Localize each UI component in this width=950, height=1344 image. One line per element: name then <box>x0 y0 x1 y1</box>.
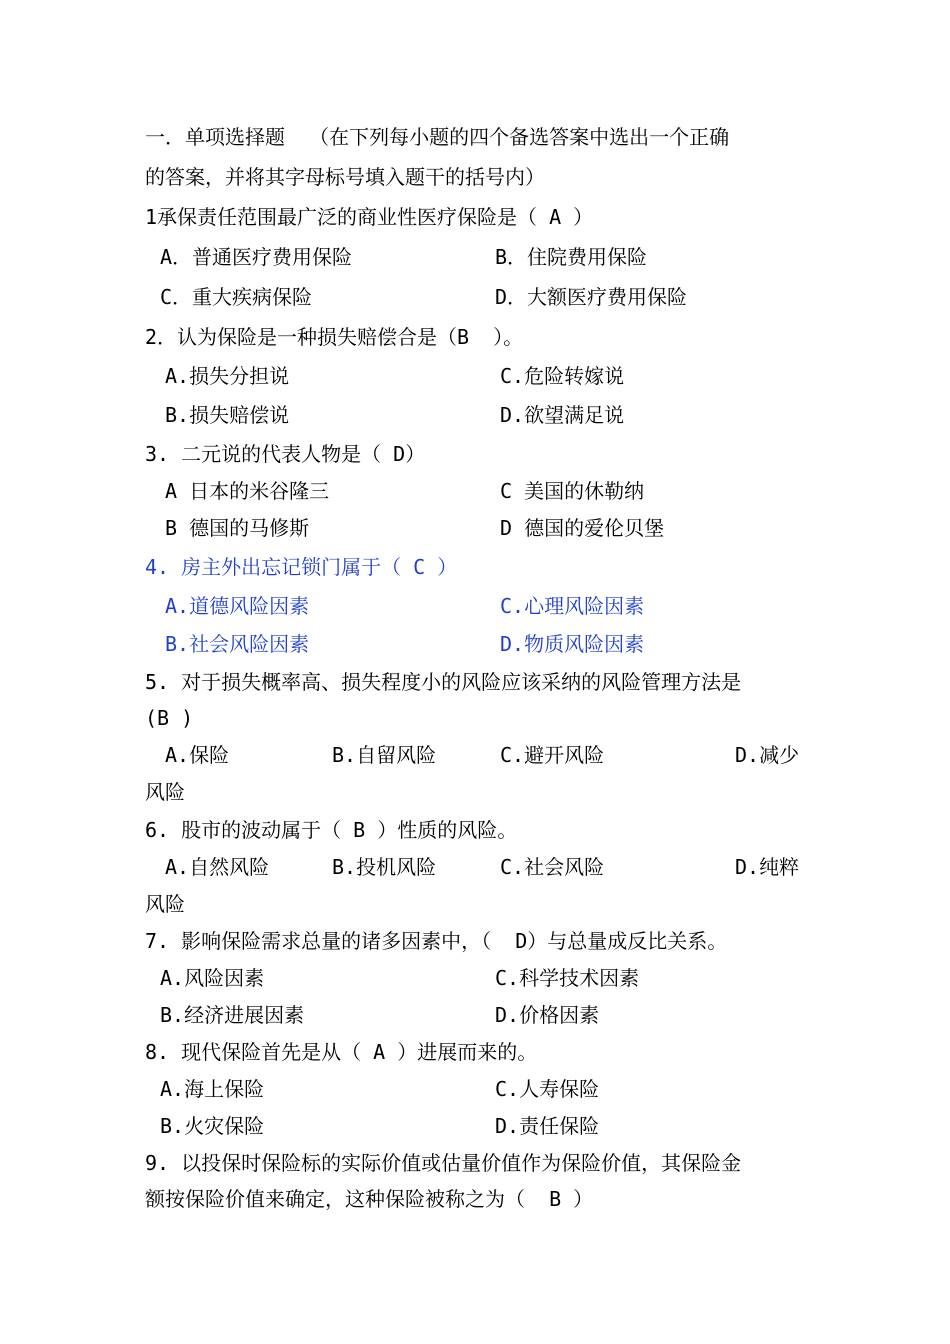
question-3-option-b: B 德国的马修斯 <box>165 516 310 540</box>
question-3-option-a: A 日本的米谷隆三 <box>165 479 330 503</box>
question-2-stem: 2．认为保险是一种损失赔偿合是（B ）。 <box>145 325 524 349</box>
question-8-stem: 8. 现代保险首先是从（ A ）进展而来的。 <box>145 1040 538 1064</box>
question-2-option-d: D.欲望满足说 <box>500 403 625 427</box>
question-8-option-b: B.火灾保险 <box>160 1114 265 1138</box>
question-9-stem-line2: 额按保险价值来确定，这种保险被称之为（ B ） <box>145 1187 594 1211</box>
question-7-option-a: A.风险因素 <box>160 966 265 990</box>
question-5-stem-line1: 5. 对于损失概率高、损失程度小的风险应该采纳的风险管理方法是 <box>145 670 742 694</box>
question-9-stem-line1: 9. 以投保时保险标的实际价值或估量价值作为保险价值，其保险金 <box>145 1151 742 1175</box>
question-6-option-d-wrap: 风险 <box>145 892 185 916</box>
question-1-option-c: C．重大疾病保险 <box>160 285 313 309</box>
question-1-option-d: D．大额医疗费用保险 <box>495 285 688 309</box>
question-8-option-a: A.海上保险 <box>160 1077 265 1101</box>
question-1-stem: 1承保责任范围最广泛的商业性医疗保险是（ A ） <box>145 205 594 229</box>
question-1-option-a: A．普通医疗费用保险 <box>160 245 353 269</box>
question-7-option-d: D.价格因素 <box>495 1003 600 1027</box>
section-heading-line1: 一．单项选择题 （在下列每小题的四个备选答案中选出一个正确 <box>145 125 730 149</box>
question-8-option-d: D.责任保险 <box>495 1114 600 1138</box>
question-5-option-d: D.减少 <box>735 743 800 767</box>
question-6-option-b: B.投机风险 <box>332 855 437 879</box>
question-5-stem-line2: (B ) <box>145 706 194 730</box>
question-4-option-a: A.道德风险因素 <box>165 594 310 618</box>
question-3-stem: 3. 二元说的代表人物是（ D） <box>145 442 426 466</box>
question-6-stem: 6. 股市的波动属于（ B ）性质的风险。 <box>145 818 518 842</box>
question-2-option-a: A.损失分担说 <box>165 364 290 388</box>
question-3-option-d: D 德国的爱伦贝堡 <box>500 516 665 540</box>
question-2-option-c: C.危险转嫁说 <box>500 364 625 388</box>
question-3-option-c: C 美国的休勒纳 <box>500 479 645 503</box>
question-1-option-b: B．住院费用保险 <box>495 245 648 269</box>
question-7-stem: 7. 影响保险需求总量的诸多因素中，（ D）与总量成反比关系。 <box>145 929 728 953</box>
question-6-option-d: D.纯粹 <box>735 855 800 879</box>
question-5-option-b: B.自留风险 <box>332 743 437 767</box>
question-7-option-c: C.科学技术因素 <box>495 966 640 990</box>
section-heading-line2: 的答案，并将其字母标号填入题干的括号内） <box>145 165 545 189</box>
question-2-option-b: B.损失赔偿说 <box>165 403 290 427</box>
question-4-option-b: B.社会风险因素 <box>165 632 310 656</box>
question-7-option-b: B.经济进展因素 <box>160 1003 305 1027</box>
question-6-option-c: C.社会风险 <box>500 855 605 879</box>
question-6-option-a: A.自然风险 <box>165 855 270 879</box>
question-5-option-a: A.保险 <box>165 743 230 767</box>
question-5-option-d-wrap: 风险 <box>145 780 185 804</box>
question-4-option-c: C.心理风险因素 <box>500 594 645 618</box>
question-5-option-c: C.避开风险 <box>500 743 605 767</box>
question-8-option-c: C.人寿保险 <box>495 1077 600 1101</box>
question-4-stem: 4. 房主外出忘记锁门属于（ C ） <box>145 555 458 579</box>
question-4-option-d: D.物质风险因素 <box>500 632 645 656</box>
